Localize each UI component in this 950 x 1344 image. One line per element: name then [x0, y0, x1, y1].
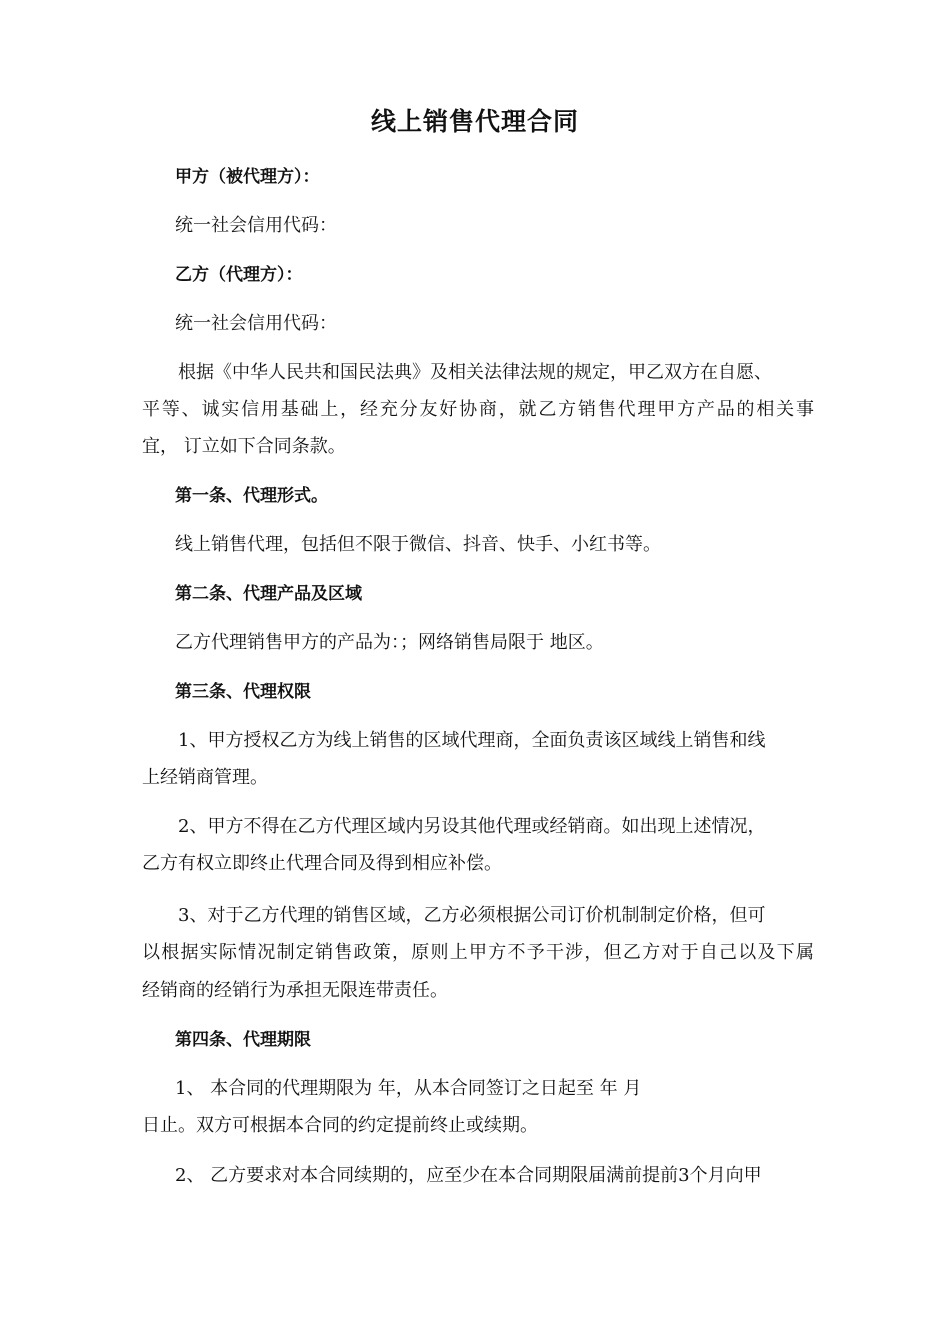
- party-a-credit-code: 统一社会信用代码：: [175, 215, 337, 236]
- article-4-item-1-line-2: 日止。双方可根据本合同的约定提前终止或续期。: [142, 1115, 538, 1136]
- preamble-line-2: 平等、诚实信用基础上，经充分友好协商，就乙方销售代理甲方产品的相关事: [142, 399, 814, 420]
- party-b-label: 乙方（代理方）：: [175, 265, 303, 285]
- party-a-label: 甲方（被代理方）：: [175, 167, 320, 187]
- preamble-line-1: 根据《中华人民共和国民法典》及相关法律法规的规定，甲乙双方在自愿、: [178, 362, 772, 383]
- article-3-item-1-line-2: 上经销商管理。: [142, 767, 268, 788]
- document-title: 线上销售代理合同: [370, 107, 579, 136]
- article-3-item-1-line-1: 1、甲方授权乙方为线上销售的区域代理商，全面负责该区域线上销售和线: [178, 730, 766, 751]
- preamble-line-3: 宜， 订立如下合同条款。: [142, 436, 346, 457]
- party-b-credit-code: 统一社会信用代码：: [175, 313, 337, 334]
- article-4-item-1-line-1: 1、 本合同的代理期限为 年，从本合同签订之日起至 年 月: [175, 1078, 642, 1099]
- article-3-item-3-line-2: 以根据实际情况制定销售政策，原则上甲方不予干涉，但乙方对于自己以及下属: [142, 942, 814, 963]
- article-3-heading: 第三条、代理权限: [175, 682, 311, 702]
- article-3-item-3-line-1: 3、对于乙方代理的销售区域，乙方必须根据公司订价机制制定价格，但可: [178, 905, 766, 926]
- article-3-item-2-line-1: 2、甲方不得在乙方代理区域内另设其他代理或经销商。如出现上述情况，: [178, 816, 766, 837]
- article-4-item-2-line-1: 2、 乙方要求对本合同续期的，应至少在本合同期限届满前提前3个月向甲: [175, 1165, 762, 1186]
- article-1-heading: 第一条、代理形式。: [175, 486, 328, 506]
- article-2-text: 乙方代理销售甲方的产品为：；网络销售局限于 地区。: [175, 632, 604, 653]
- article-2-heading: 第二条、代理产品及区域: [175, 584, 362, 604]
- article-1-text: 线上销售代理，包括但不限于微信、抖音、快手、小红书等。: [175, 534, 661, 555]
- article-4-heading: 第四条、代理期限: [175, 1030, 311, 1050]
- article-3-item-3-line-3: 经销商的经销行为承担无限连带责任。: [142, 980, 448, 1001]
- article-3-item-2-line-2: 乙方有权立即终止代理合同及得到相应补偿。: [142, 853, 502, 874]
